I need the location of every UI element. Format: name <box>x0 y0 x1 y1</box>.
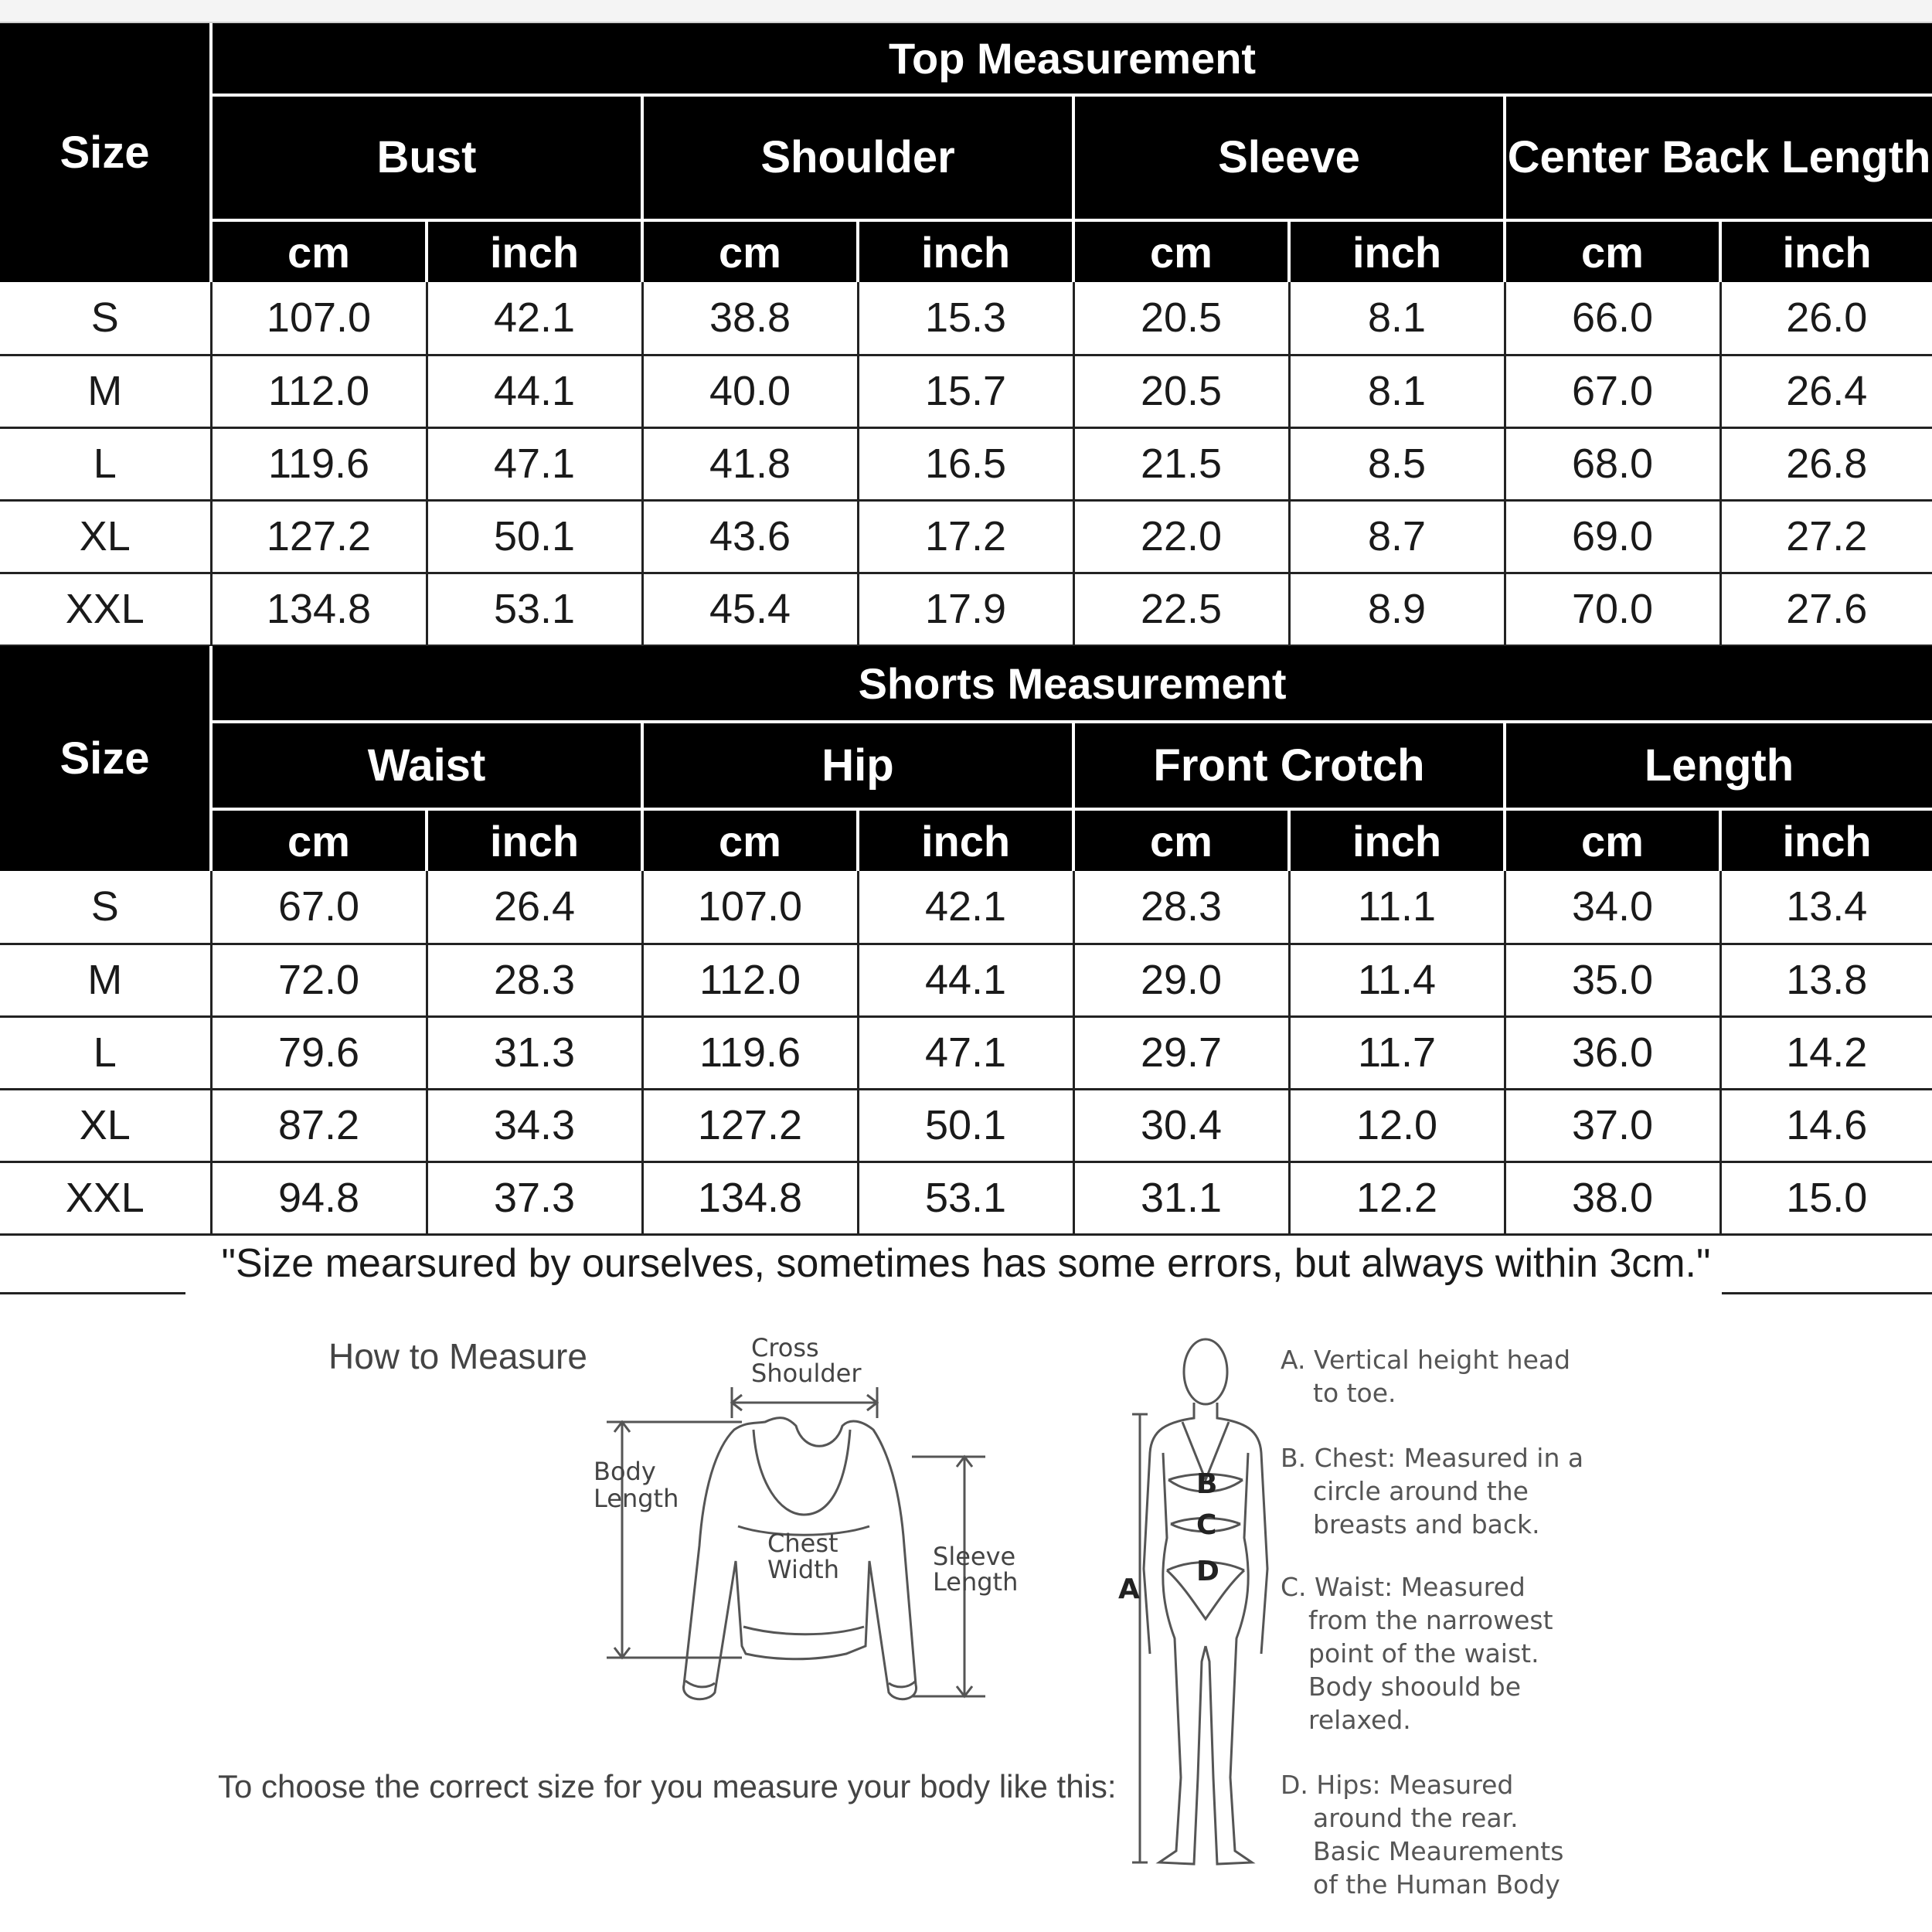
desc-b <box>1281 1441 1583 1541</box>
cross-shoulder-label-2: Shoulder <box>751 1359 862 1388</box>
measurement-cell: 8.1 <box>1289 282 1505 355</box>
measurement-cell: 28.3 <box>427 944 642 1016</box>
desc-c-line: Body shoould be <box>1308 1672 1522 1702</box>
body-letters <box>1118 1468 1219 1605</box>
measurement-cell: 119.6 <box>211 427 427 500</box>
measurement-cell: 26.4 <box>1720 355 1932 427</box>
choose-size-instruction: To choose the correct size for you measure your body like this: <box>218 1768 1117 1804</box>
desc-c-line: relaxed. <box>1308 1705 1411 1735</box>
desc-b-line: breasts and back. <box>1313 1509 1540 1539</box>
body-length-label-2: Length <box>594 1484 679 1513</box>
desc-d-line: Basic Meaurements <box>1313 1836 1564 1866</box>
measurement-cell: 68.0 <box>1505 427 1720 500</box>
body-length-label-1: Body <box>594 1457 656 1486</box>
unit-header: inch <box>1289 220 1505 282</box>
measurement-cell: 87.2 <box>211 1089 427 1162</box>
sleeve-length-label-2: Length <box>933 1567 1019 1597</box>
measurement-cell: 26.0 <box>1720 282 1932 355</box>
measurement-cell: 127.2 <box>642 1089 858 1162</box>
measurement-cell: 44.1 <box>427 355 642 427</box>
unit-header: inch <box>1720 809 1932 871</box>
size-header: Size <box>0 23 211 282</box>
measurement-cell: 40.0 <box>642 355 858 427</box>
measurement-cell: 70.0 <box>1505 573 1720 645</box>
measurement-cell: 67.0 <box>1505 355 1720 427</box>
unit-header: inch <box>427 220 642 282</box>
measurement-cell: 31.3 <box>427 1016 642 1089</box>
group-header: Hip <box>642 722 1073 809</box>
measurement-cell: 127.2 <box>211 500 427 573</box>
measurement-cell: 112.0 <box>642 944 858 1016</box>
unit-header: inch <box>1720 220 1932 282</box>
measurement-cell: 20.5 <box>1073 282 1289 355</box>
desc-a-line: to toe. <box>1313 1378 1396 1408</box>
size-header: Size <box>0 646 211 871</box>
measurement-cell: 26.4 <box>427 871 642 944</box>
measurement-cell: 79.6 <box>211 1016 427 1089</box>
measurement-cell: 8.5 <box>1289 427 1505 500</box>
measurement-cell: 50.1 <box>858 1089 1073 1162</box>
measurement-cell: 20.5 <box>1073 355 1289 427</box>
measurement-cell: 35.0 <box>1505 944 1720 1016</box>
unit-header: inch <box>1289 809 1505 871</box>
measurement-cell: 22.5 <box>1073 573 1289 645</box>
measurement-cell: 38.8 <box>642 282 858 355</box>
measurement-cell: 43.6 <box>642 500 858 573</box>
size-cell: XL <box>0 500 211 573</box>
group-header: Shoulder <box>642 95 1073 220</box>
measurement-cell: 8.9 <box>1289 573 1505 645</box>
measurement-cell: 134.8 <box>642 1162 858 1234</box>
desc-a-line: A. Vertical height head <box>1281 1345 1571 1375</box>
cross-shoulder-label-1: Cross <box>751 1333 819 1362</box>
size-cell: L <box>0 1016 211 1089</box>
letter-d: D <box>1196 1556 1219 1587</box>
measurement-cell: 112.0 <box>211 355 427 427</box>
measurement-cell: 44.1 <box>858 944 1073 1016</box>
group-header: Sleeve <box>1073 95 1505 220</box>
how-to-measure-title: How to Measure <box>328 1336 587 1376</box>
measurement-cell: 53.1 <box>427 573 642 645</box>
desc-c-line: from the narrowest <box>1308 1605 1553 1635</box>
measurement-cell: 17.9 <box>858 573 1073 645</box>
measurement-cell: 29.7 <box>1073 1016 1289 1089</box>
measurement-cell: 22.0 <box>1073 500 1289 573</box>
unit-header: cm <box>642 220 858 282</box>
group-header: Waist <box>211 722 642 809</box>
size-cell: XL <box>0 1089 211 1162</box>
measurement-cell: 11.7 <box>1289 1016 1505 1089</box>
measurement-cell: 41.8 <box>642 427 858 500</box>
unit-header: cm <box>1505 809 1720 871</box>
measurement-cell: 34.0 <box>1505 871 1720 944</box>
measurement-cell: 66.0 <box>1505 282 1720 355</box>
size-cell: L <box>0 427 211 500</box>
group-header: Bust <box>211 95 642 220</box>
desc-a <box>1281 1343 1570 1410</box>
size-cell: M <box>0 944 211 1016</box>
measurement-cell: 11.1 <box>1289 871 1505 944</box>
unit-header: inch <box>858 809 1073 871</box>
size-cell: S <box>0 282 211 355</box>
measurement-cell: 21.5 <box>1073 427 1289 500</box>
size-cell: M <box>0 355 211 427</box>
measurement-cell: 29.0 <box>1073 944 1289 1016</box>
measurement-cell: 107.0 <box>642 871 858 944</box>
chest-width-label-2: Width <box>767 1555 839 1584</box>
measurement-cell: 53.1 <box>858 1162 1073 1234</box>
measurement-cell: 13.8 <box>1720 944 1932 1016</box>
table-title: Top Measurement <box>211 23 1932 95</box>
sleeve-length-label-1: Sleeve <box>933 1542 1016 1571</box>
unit-header: inch <box>858 220 1073 282</box>
measurement-cell: 45.4 <box>642 573 858 645</box>
desc-d-line: of the Human Body <box>1313 1869 1560 1900</box>
size-cell: XXL <box>0 1162 211 1234</box>
measurement-cell: 47.1 <box>858 1016 1073 1089</box>
desc-d-line: around the rear. <box>1313 1803 1519 1833</box>
size-cell: S <box>0 871 211 944</box>
letter-b: B <box>1196 1468 1218 1500</box>
measurement-cell: 13.4 <box>1720 871 1932 944</box>
measurement-cell: 11.4 <box>1289 944 1505 1016</box>
letter-c: C <box>1196 1509 1217 1541</box>
measurement-cell: 8.1 <box>1289 355 1505 427</box>
unit-header: cm <box>1073 809 1289 871</box>
desc-b-line: circle around the <box>1313 1476 1529 1506</box>
measurement-cell: 134.8 <box>211 573 427 645</box>
measurement-cell: 69.0 <box>1505 500 1720 573</box>
unit-header: cm <box>211 809 427 871</box>
body-figure-illustration <box>1132 1339 1267 1864</box>
measurement-cell: 31.1 <box>1073 1162 1289 1234</box>
measurement-cell: 50.1 <box>427 500 642 573</box>
table-title: Shorts Measurement <box>211 646 1932 722</box>
desc-c-line: point of the waist. <box>1308 1638 1539 1668</box>
group-header: Center Back Length <box>1505 95 1932 220</box>
measurement-cell: 30.4 <box>1073 1089 1289 1162</box>
group-header: Front Crotch <box>1073 722 1505 809</box>
measurement-cell: 36.0 <box>1505 1016 1720 1089</box>
measurement-cell: 15.7 <box>858 355 1073 427</box>
measurement-cell: 12.0 <box>1289 1089 1505 1162</box>
measurement-cell: 15.0 <box>1720 1162 1932 1234</box>
measurement-cell: 17.2 <box>858 500 1073 573</box>
unit-header: cm <box>1073 220 1289 282</box>
measurement-cell: 34.3 <box>427 1089 642 1162</box>
sweater-labels <box>594 1333 1018 1597</box>
measurement-cell: 26.8 <box>1720 427 1932 500</box>
unit-header: cm <box>642 809 858 871</box>
measurement-cell: 14.2 <box>1720 1016 1932 1089</box>
measurement-cell: 37.3 <box>427 1162 642 1234</box>
sizing-note: "Size mearsured by ourselves, sometimes has some errors, but always within 3cm." <box>221 1241 1711 1286</box>
desc-c-line: C. Waist: Measured <box>1281 1572 1526 1602</box>
desc-c <box>1281 1570 1553 1736</box>
letter-a: A <box>1118 1573 1140 1605</box>
measurement-cell: 27.2 <box>1720 500 1932 573</box>
desc-d-line: D. Hips: Measured <box>1281 1770 1514 1800</box>
measurement-cell: 47.1 <box>427 427 642 500</box>
desc-d <box>1281 1768 1563 1901</box>
size-cell: XXL <box>0 573 211 645</box>
measurement-cell: 119.6 <box>642 1016 858 1089</box>
measurement-cell: 72.0 <box>211 944 427 1016</box>
group-header: Length <box>1505 722 1932 809</box>
measurement-cell: 14.6 <box>1720 1089 1932 1162</box>
measurement-cell: 37.0 <box>1505 1089 1720 1162</box>
chest-width-label-1: Chest <box>767 1529 838 1558</box>
desc-b-line: B. Chest: Measured in a <box>1281 1443 1584 1473</box>
measurement-cell: 42.1 <box>427 282 642 355</box>
measurement-cell: 67.0 <box>211 871 427 944</box>
measurement-cell: 94.8 <box>211 1162 427 1234</box>
measurement-cell: 8.7 <box>1289 500 1505 573</box>
measurement-cell: 38.0 <box>1505 1162 1720 1234</box>
measurement-cell: 27.6 <box>1720 573 1932 645</box>
measurement-cell: 28.3 <box>1073 871 1289 944</box>
measurement-cell: 15.3 <box>858 282 1073 355</box>
measurement-cell: 12.2 <box>1289 1162 1505 1234</box>
unit-header: inch <box>427 809 642 871</box>
measurement-cell: 42.1 <box>858 871 1073 944</box>
unit-header: cm <box>211 220 427 282</box>
unit-header: cm <box>1505 220 1720 282</box>
measurement-cell: 16.5 <box>858 427 1073 500</box>
measurement-cell: 107.0 <box>211 282 427 355</box>
